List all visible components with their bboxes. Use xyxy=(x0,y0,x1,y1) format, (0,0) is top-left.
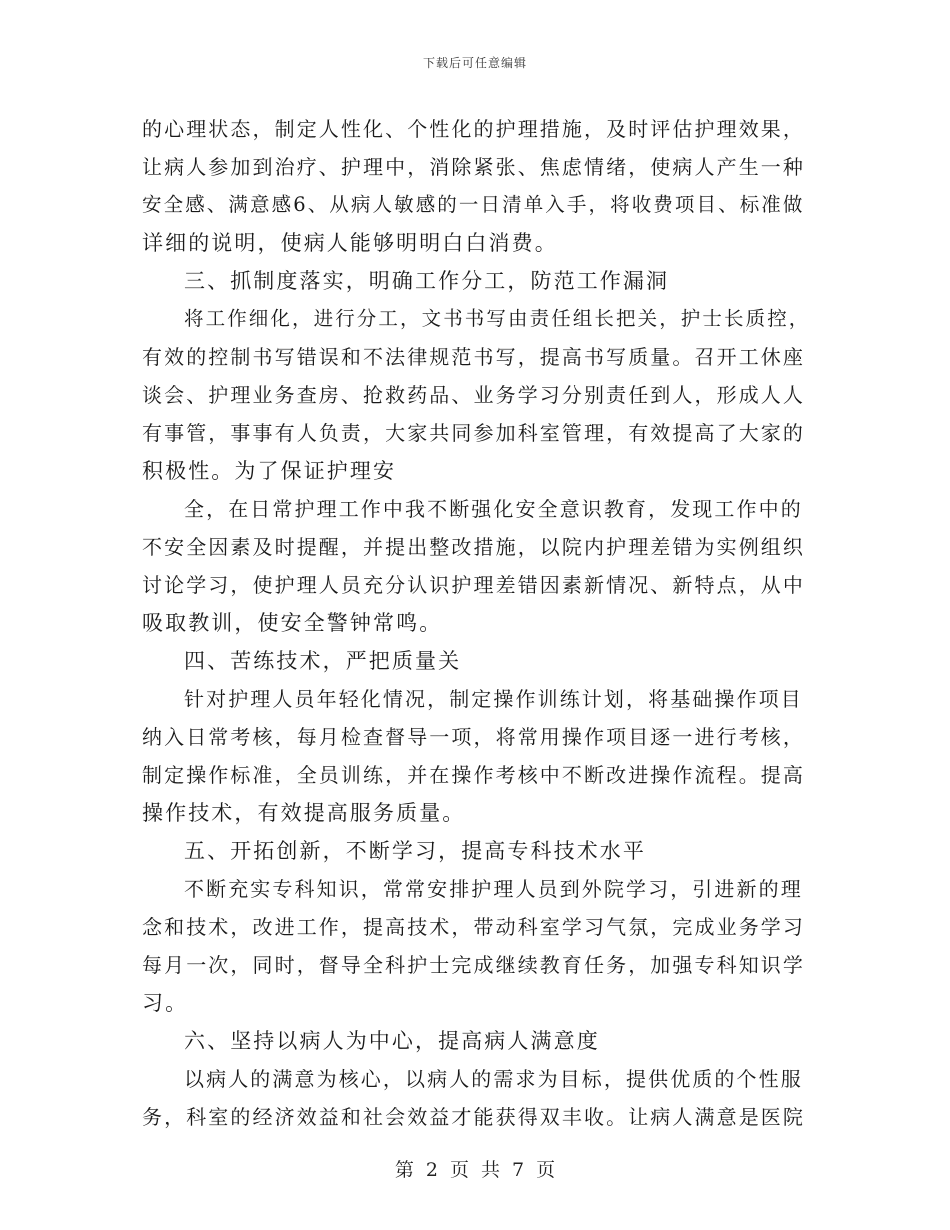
text-line: 念和技术，改进工作，提高技术，带动科室学习气氛，完成业务学习 xyxy=(142,915,805,939)
text-line: 务，科室的经济效益和社会效益才能获得双丰收。让病人满意是医院 xyxy=(142,1105,805,1129)
section-heading-5: 五、开拓创新，不断学习，提高专科技术水平 xyxy=(184,839,646,863)
text-line: 全，在日常护理工作中我不断强化安全意识教育，发现工作中的 xyxy=(184,497,803,521)
text-line: 操作技术，有效提高服务质量。 xyxy=(142,801,466,825)
section-heading-4: 四、苦练技术，严把质量关 xyxy=(184,649,462,673)
text-line: 不安全因素及时提醒，并提出整改措施，以院内护理差错为实例组织 xyxy=(142,535,805,559)
text-line: 的心理状态，制定人性化、个性化的护理措施，及时评估护理效果， xyxy=(142,117,805,141)
text-line: 制定操作标准，全员训练，并在操作考核中不断改进操作流程。提高 xyxy=(142,763,805,787)
text-line: 习。 xyxy=(142,991,189,1015)
section-heading-3: 三、抓制度落实，明确工作分工，防范工作漏洞 xyxy=(184,269,670,293)
page-number-footer: 第 2 页 共 7 页 xyxy=(394,1159,556,1181)
section-heading-6: 六、坚持以病人为中心，提高病人满意度 xyxy=(184,1029,600,1053)
text-line: 有事管，事事有人负责，大家共同参加科室管理，有效提高了大家的 xyxy=(142,421,805,445)
text-line: 有效的控制书写错误和不法律规范书写，提高书写质量。召开工休座 xyxy=(142,345,805,369)
text-line: 每月一次，同时，督导全科护士完成继续教育任务，加强专科知识学 xyxy=(142,953,805,977)
document-body xyxy=(142,110,812,1136)
text-line: 将工作细化，进行分工，文书书写由责任组长把关，护士长质控， xyxy=(184,307,811,330)
text-line: 吸取教训，使安全警钟常鸣。 xyxy=(142,611,443,635)
text-line: 安全感、满意感6、从病人敏感的一日清单入手，将收费项目、标准做 xyxy=(142,193,805,216)
text-line: 针对护理人员年轻化情况，制定操作训练计划，将基础操作项目 xyxy=(184,687,803,711)
text-line: 积极性。为了保证护理安 xyxy=(142,459,397,483)
text-line: 纳入日常考核，每月检查督导一项，将常用操作项目逐一进行考核， xyxy=(142,725,805,749)
text-line: 以病人的满意为核心，以病人的需求为目标，提供优质的个性服 xyxy=(184,1067,803,1091)
text-line: 讨论学习，使护理人员充分认识护理差错因素新情况、新特点，从中 xyxy=(142,573,805,597)
text-line: 不断充实专科知识，常常安排护理人员到外院学习，引进新的理 xyxy=(184,877,803,901)
page-header: 下载后可任意编辑 xyxy=(422,56,527,70)
text-line: 详细的说明，使病人能够明明白白消费。 xyxy=(142,231,558,255)
text-line: 谈会、护理业务查房、抢救药品、业务学习分别责任到人，形成人人 xyxy=(142,383,805,407)
text-line: 让病人参加到治疗、护理中，消除紧张、焦虑情绪，使病人产生一种 xyxy=(142,155,805,179)
